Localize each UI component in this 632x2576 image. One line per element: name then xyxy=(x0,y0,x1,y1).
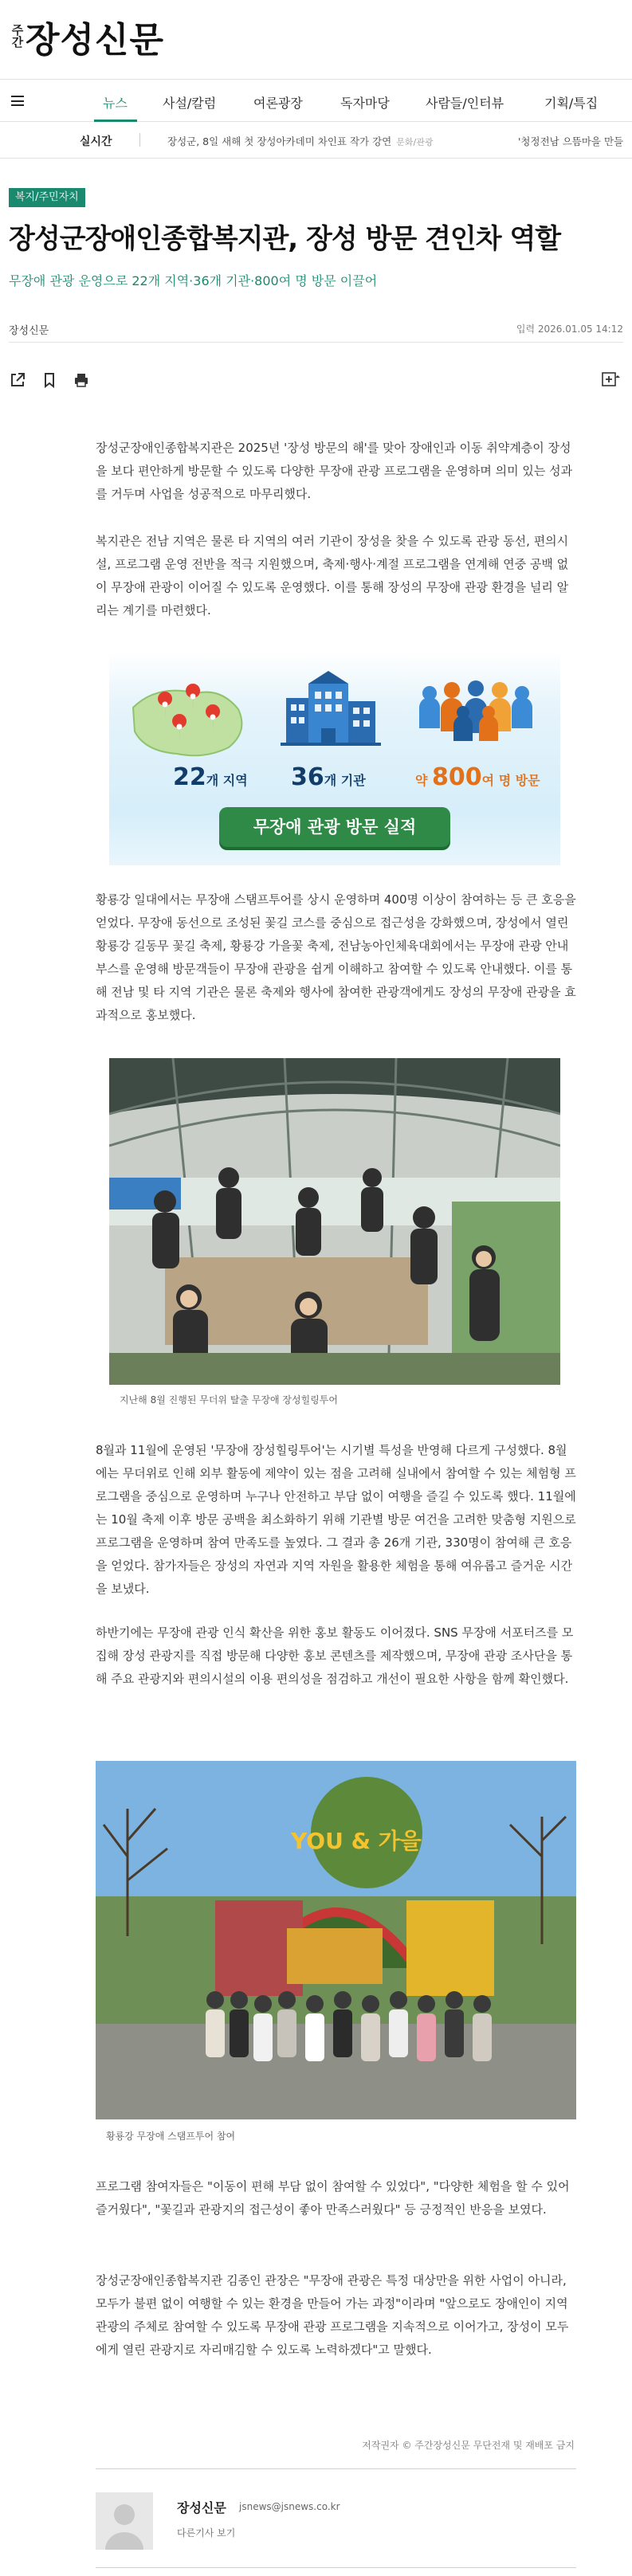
site-header xyxy=(0,0,632,76)
article-photo-2 xyxy=(96,1761,576,2119)
nav-item-editorial[interactable]: 사설/칼럼 xyxy=(163,96,217,111)
photo-caption: 지난해 8월 진행된 무더위 탈출 무장애 장성힐링투어 xyxy=(120,1394,338,1406)
photo-sign-text: YOU & 가을 xyxy=(291,1828,422,1854)
infographic xyxy=(109,652,560,865)
ticker-item[interactable] xyxy=(518,134,623,148)
print-icon[interactable] xyxy=(73,371,90,389)
infographic-banner: 무장애 관광 방문 실적 xyxy=(219,807,450,847)
ticker-item-text: '청정전남 으뜸마을 만들 xyxy=(518,135,624,147)
article-photo-1 xyxy=(109,1058,560,1385)
reporter-more-link[interactable]: 다른기사 보기 xyxy=(177,2527,236,2539)
nav-item-features[interactable]: 기획/특집 xyxy=(544,96,599,111)
ticker-label: 실시간 xyxy=(80,135,112,148)
infographic-stat-regions: 22개 지역 xyxy=(173,763,248,791)
ticker-item-category: 문화/관광 xyxy=(396,137,434,147)
byline[interactable]: 장성신문 xyxy=(9,325,49,337)
category-badge[interactable]: 복지/주민자치 xyxy=(9,188,85,207)
photo-caption: 황룡강 무장애 스탬프투어 참여 xyxy=(106,2131,236,2142)
byline-row xyxy=(9,319,623,343)
article-paragraph: 8월과 11월에 운영된 '무장애 장성힐링투어'는 시기별 특성을 반영해 다르게 구성했다. 8월에는 무더위로 인해 외부 활동에 제약이 있는 점을 고려해 실내에서 참여할 수 있는 체험형 프로그램을 중심으로 운영하며 누구나 안전하고 부담 없이 여행을 즐길 수 있도록 했다. 11월에는 10월 축제 이후 방문 공백을 최소화하기 위해 기관별 방문 여건을 고려한 맞춤형 지원으로 프로그램을 운영하며 참여 만족도를 높였다. 그 결과 총 26개 기관, 330명이 참여해 큰 호응을 얻었다. 참가자들은 장성의 자연과 지역 자원을 활용한 체험을 통해 여유롭고 즐거운 시간을 보냈다. xyxy=(96,1443,576,1596)
publish-date: 입력 2026.01.05 14:12 xyxy=(516,323,623,335)
article-paragraph: 프로그램 참여자들은 "이동이 편해 부담 없이 참여할 수 있었다", "다양한 체험을 할 수 있어 즐거웠다", "꽃길과 관광지의 접근성이 좋아 만족스러웠다" 등 긍정적인 반응을 보였다. xyxy=(96,2179,570,2217)
article-paragraph: 장성군장애인종합복지관은 2025년 '장성 방문의 해'를 맞아 장애인과 이동 취약계층이 장성을 보다 편안하게 방문할 수 있도록 다양한 무장애 관광 프로그램을 운영하며 의미 있는 성과를 거두며 사업을 성공적으로 마무리했다. xyxy=(96,441,573,501)
menu-icon[interactable] xyxy=(11,96,24,106)
reporter-email[interactable]: jsnews@jsnews.co.kr xyxy=(239,2501,340,2512)
nav-item-people[interactable]: 사람들/인터뷰 xyxy=(426,96,504,111)
infographic-stat-institutions: 36개 기관 xyxy=(291,763,366,791)
site-logo[interactable] xyxy=(11,11,164,62)
article-paragraph: 하반기에는 무장애 관광 인식 확산을 위한 홍보 활동도 이어졌다. SNS 무장애 서포터즈를 모집해 장성 관광지를 직접 방문해 다양한 홍보 콘텐츠를 제작했으며, 무장애 관광 조사단을 통해 주요 관광지와 편의시설의 이용 편의성을 점검하고 개선이 필요한 사항을 함께 확인했다. xyxy=(96,1625,574,1686)
logo-main-text: 장성신문 xyxy=(26,20,165,61)
ticker-item-text: 장성군, 8일 새해 첫 장성아카데미 차인표 작가 강연 xyxy=(167,135,392,147)
nav-item-news[interactable]: 뉴스 xyxy=(103,96,128,111)
article-paragraph: 복지관은 전남 지역은 물론 타 지역의 여러 기관이 장성을 찾을 수 있도록 관광 동선, 편의시설, 프로그램 운영 전반을 적극 지원했으며, 축제·행사·계절 프로그램을 연계해 연중 공백 없이 무장애 관광이 이어질 수 있도록 운영했다. 이를 통해 장성의 무장애 관광 환경을 널리 알리는 계기를 마련했다. xyxy=(96,534,569,618)
main-nav xyxy=(0,79,632,122)
logo-small-text: 주간 xyxy=(11,23,24,49)
article-toolbar xyxy=(9,371,623,395)
article-subtitle: 무장애 관광 운영으로 22개 지역·36개 기관·800여 명 방문 이끌어 xyxy=(9,273,378,288)
photo-workshop-image xyxy=(109,1058,560,1385)
nav-item-readers[interactable]: 독자마당 xyxy=(340,96,390,111)
divider xyxy=(96,2567,576,2568)
infographic-stat-visitors: 약 800여 명 방문 xyxy=(415,763,540,791)
divider xyxy=(96,2468,576,2469)
article-paragraph: 장성군장애인종합복지관 김종인 관장은 "무장애 관광은 특정 대상만을 위한 사업이 아니라, 모두가 불편 없이 여행할 수 있는 환경을 만들어 가는 과정"이라며 "앞으로도 장애인이 지역 관광의 주체로 참여할 수 있도록 무장애 관광 프로그램을 지속적으로 이어가고, 장성이 모두에게 열린 관광지로 자리매김할 수 있도록 노력하겠다"고 말했다. xyxy=(96,2273,569,2357)
bookmark-icon[interactable] xyxy=(41,371,58,389)
news-ticker xyxy=(0,122,632,159)
nav-item-opinion[interactable]: 여론광장 xyxy=(253,96,303,111)
reporter-avatar xyxy=(96,2492,153,2550)
ticker-item[interactable] xyxy=(167,134,433,148)
avatar-placeholder-icon xyxy=(96,2492,153,2550)
share-icon[interactable] xyxy=(9,371,26,389)
article-headline: 장성군장애인종합복지관, 장성 방문 견인차 역할 xyxy=(9,223,561,255)
article-paragraph: 황룡강 일대에서는 무장애 스탬프투어를 상시 운영하며 400명 이상이 참여하는 등 큰 호응을 얻었다. 무장애 동선으로 조성된 꽃길 코스를 중심으로 접근성을 강화했으며, 장성에서 열린 황룡강 길동무 꽃길 축제, 황룡강 가을꽃 축제, 전남농아인체육대회에서는 무장애 관광 안내 부스를 운영해 방문객들이 무장애 관광을 쉽게 이해하고 참여할 수 있도록 안내했다. 이를 통해 전남 및 타 지역 기관은 물론 축제와 행사에 참여한 관광객에게도 장성의 무장애 관광을 효과적으로 홍보했다. xyxy=(96,892,576,1022)
reporter-name[interactable]: 장성신문 xyxy=(177,2500,226,2515)
copyright-notice: 저작권자 © 주간장성신문 무단전재 및 재배포 금지 xyxy=(362,2440,575,2451)
ticker-divider xyxy=(139,133,140,147)
photo-stamp-tour-image xyxy=(96,1761,576,2119)
font-size-icon[interactable] xyxy=(602,371,619,389)
